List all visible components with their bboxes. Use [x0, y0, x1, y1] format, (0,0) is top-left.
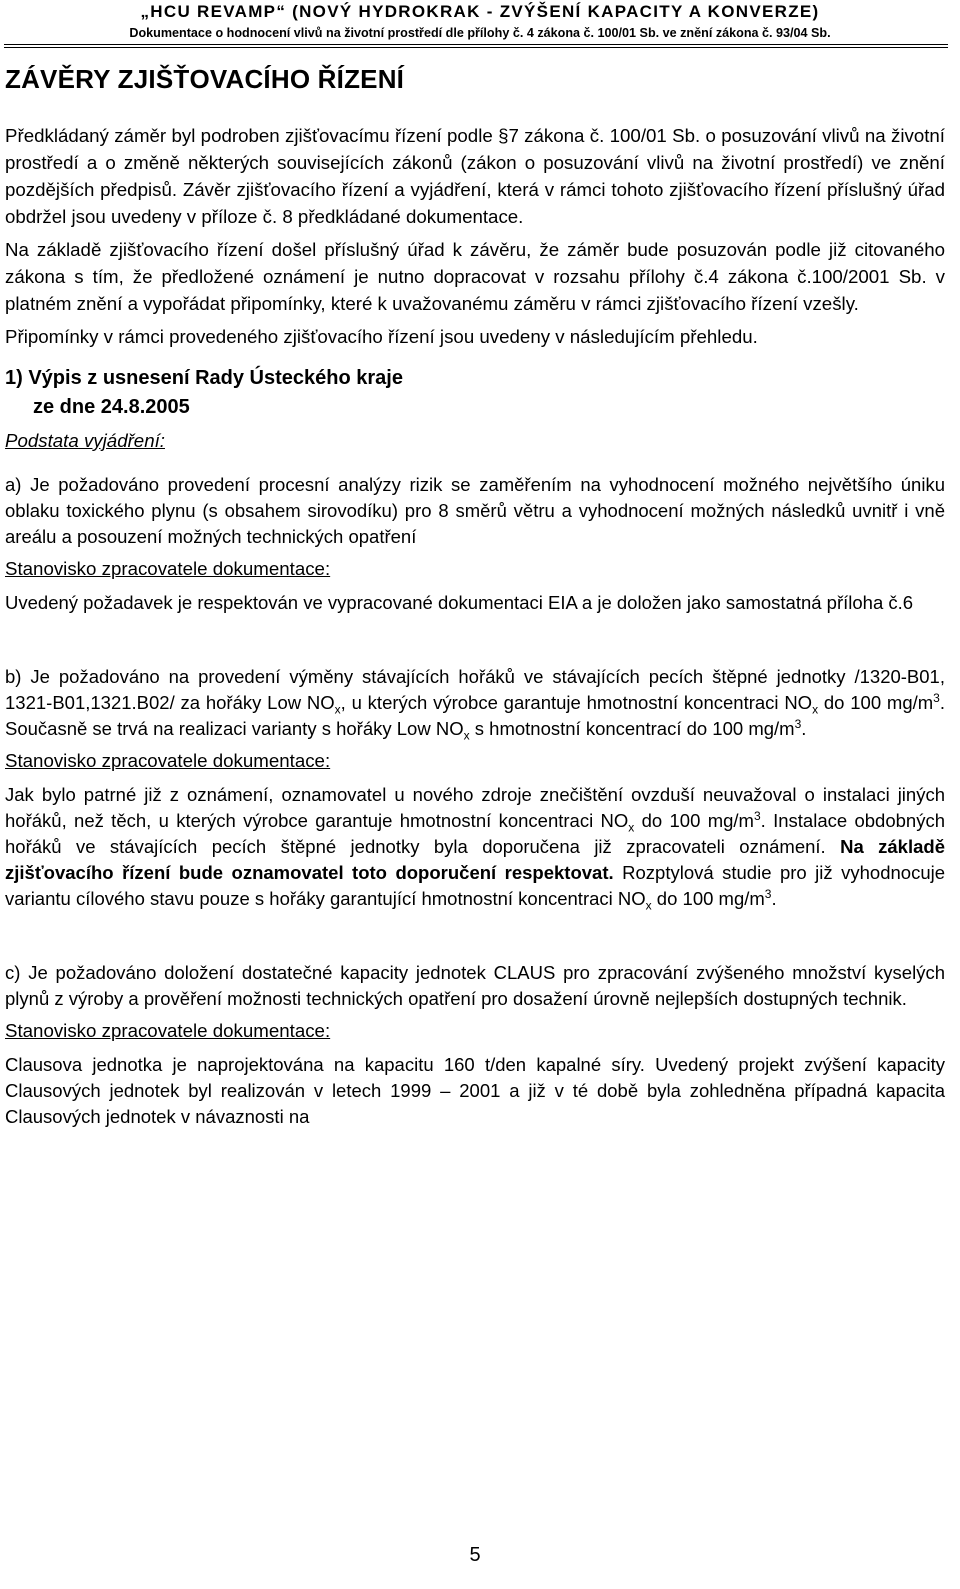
statement-heading: [5, 364, 945, 422]
item-a-response: Uvedený požadavek je respektován ve vypracované dokumentaci EIA a je doložen jako samostatná příloha č.6: [5, 592, 914, 613]
statement-heading-line2: ze dne 24.8.2005: [33, 396, 190, 418]
item-c-text: c) Je požadováno doložení dostatečné kapacity jednotek CLAUS pro zpracování zvýšeného množství kyselých plynů z výroby a prověření možnosti technických opatření pro dosažení úrovně nejlepších dostupných technik.: [5, 962, 945, 1009]
stance-label-a: Stanovisko zpracovatele dokumentace:: [5, 558, 331, 579]
stance-label-c: Stanovisko zpracovatele dokumentace:: [5, 1020, 331, 1041]
header-subtitle: Dokumentace o hodnocení vlivů na životní prostředí dle přílohy č. 4 zákona č. 100/01 Sb. ve znění zákona č. 93/04 Sb.: [129, 26, 831, 40]
header-divider: [4, 44, 948, 45]
stance-label-b: Stanovisko zpracovatele dokumentace:: [5, 750, 331, 771]
intro-paragraph-2: Na základě zjišťovacího řízení došel příslušný úřad k závěru, že záměr bude posuzován podle již citovaného zákona s tím, že předložené oznámení je nutno dopracovat v rozsahu přílohy č.4 zákona č.100/2001 Sb. v platném znění a vypořádat připomínky, které k uvažovanému záměru v rámci zjišťovacího řízení vzešly.: [5, 239, 945, 314]
header-divider-2: [4, 47, 948, 48]
item-a-text: a) Je požadováno provedení procesní analýzy rizik se zaměřením na vyhodnocení možného největšího úniku oblaku toxického plynu (s obsahem sirovodíku) pro 8 směrů větru a vyhodnocení možných následků uvnitř i vně areálu a posouzení možných technických opatření: [5, 474, 945, 547]
page-number: 5: [469, 1544, 481, 1566]
item-b-response: Jak bylo patrné již z oznámení, oznamovatel u nového zdroje znečištění ovzduší neuvažoval o instalaci jiných hořáků, než těch, u kterých výrobce garantuje hmotnostní koncentraci $NO_x$ do 100 $mg/m^3$. Instalace obdobných hořáků ve stávajících pecích štěpné jednotky byla doporučena již zpracovateli oznámení. Na základě zjišťovacího řízení bude oznamovatel toto doporučení respektovat. Rozptylová studie pro již vyhodnocuje variantu cílového stavu pouze s hořáky garantující hmotnostní koncentraci $NO_x$ do 100 $mg/m^3$.: [5, 784, 946, 913]
statement-heading-line1: 1) Výpis z usnesení Rady Ústeckého kraje: [5, 367, 403, 389]
item-c-response: Clausova jednotka je naprojektována na kapacitu 160 t/den kapalné síry. Uvedený projekt zvýšení kapacity Clausových jednotek byl realizován v letech 1999 – 2001 a již v té době byla zohledněna případná kapacita Clausových jednotek v návaznosti na: [5, 1054, 945, 1127]
header-project-title: „HCU REVAMP“ (NOVÝ HYDROKRAK - ZVÝŠENÍ KAPACITY A KONVERZE): [140, 2, 820, 21]
item-b-text: b) Je požadováno na provedení výměny stávajících hořáků ve stávajících pecích štěpné jednotky /1320-B01, 1321-B01,1321.B02/ za hořáky Low $NO_x$, u kterých výrobce garantuje hmotnostní koncentraci $NO_x$ do 100 $mg/m^3$. Současně se trvá na realizaci varianty s hořáky Low $NO_x$ s hmotnostní koncentrací do 100 $mg/m^3$.: [5, 666, 945, 743]
document-body: [5, 122, 945, 1130]
section-title: ZÁVĚRY ZJIŠŤOVACÍHO ŘÍZENÍ: [5, 64, 405, 94]
intro-paragraph-1: Předkládaný záměr byl podroben zjišťovacímu řízení podle §7 zákona č. 100/01 Sb. o posuzování vlivů na životní prostředí a o změně některých souvisejících zákonů (zákon o posuzování vlivů na životní prostředí) ve znění pozdějších předpisů. Závěr zjišťovacího řízení a vyjádření, která v rámci tohoto zjišťovacího řízení příslušný úřad obdržel jsou uvedeny v příloze č. 8 předkládané dokumentace.: [5, 125, 945, 227]
basis-label: Podstata vyjádření:: [5, 430, 165, 451]
intro-paragraph-3: Připomínky v rámci provedeného zjišťovacího řízení jsou uvedeny v následujícím přehledu.: [5, 326, 758, 347]
